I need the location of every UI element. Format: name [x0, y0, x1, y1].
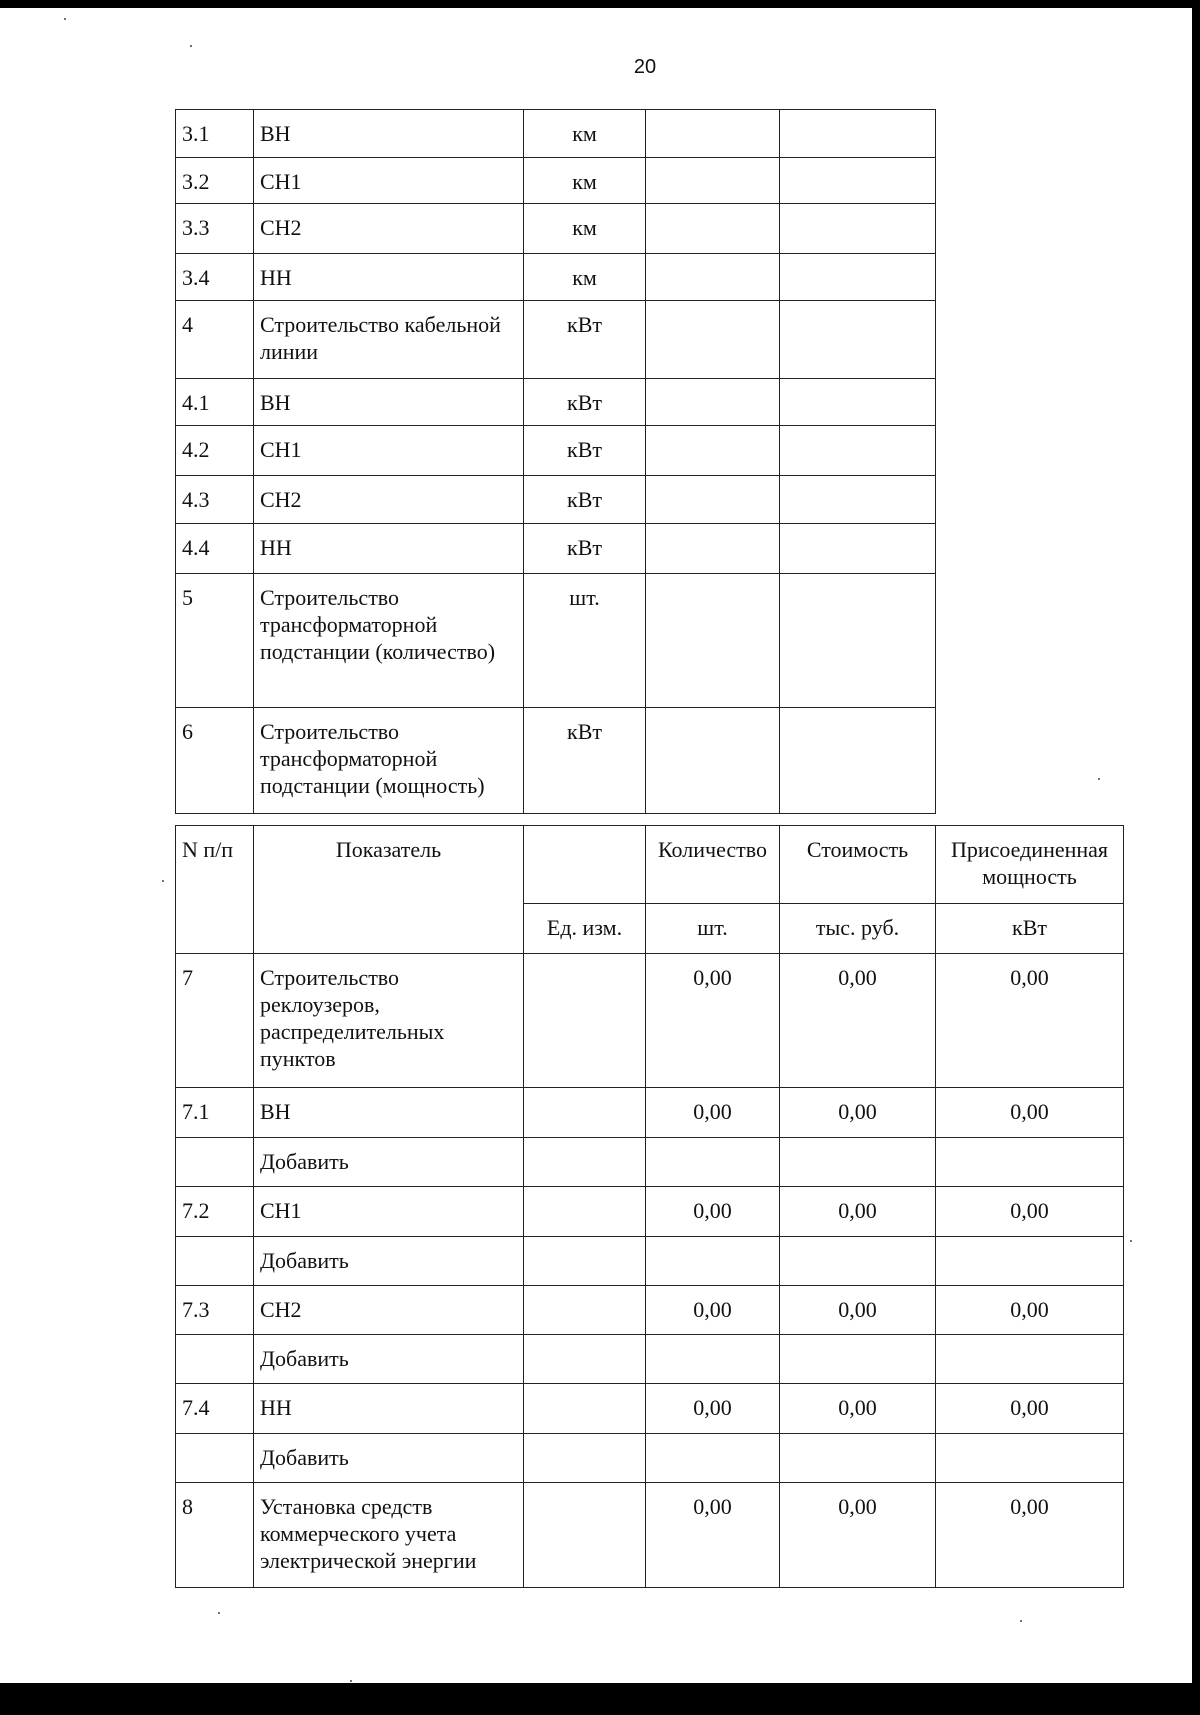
row-quantity: [646, 1335, 780, 1384]
header-power-unit: кВт: [936, 904, 1124, 954]
row-name: ВН: [254, 1088, 524, 1138]
row-quantity: [646, 1434, 780, 1483]
table-row: [176, 1187, 1124, 1237]
row-number: 7.3: [176, 1286, 254, 1335]
row-number: 4.4: [176, 524, 254, 574]
page-number: 20: [633, 56, 657, 78]
table-row: [176, 476, 936, 524]
header-quantity: Количество: [646, 826, 780, 904]
row-unit: км: [524, 110, 646, 158]
row-name: Добавить: [254, 1138, 524, 1187]
header-indicator: Показатель: [254, 826, 524, 954]
table-row: [176, 1335, 1124, 1384]
table-row: [176, 254, 936, 301]
row-number: 7: [176, 954, 254, 1088]
row-quantity: 0,00: [646, 1286, 780, 1335]
row-quantity: 0,00: [646, 1384, 780, 1434]
row-name: СН1: [254, 426, 524, 476]
row-power: [936, 1335, 1124, 1384]
row-unit: [524, 1434, 646, 1483]
row-power: 0,00: [936, 954, 1124, 1088]
row-name: Добавить: [254, 1237, 524, 1286]
row-unit: кВт: [524, 524, 646, 574]
row-power: [936, 1434, 1124, 1483]
row-quantity: 0,00: [646, 954, 780, 1088]
row-name: ВН: [254, 110, 524, 158]
row-number: 4.3: [176, 476, 254, 524]
row-cost: 0,00: [780, 1286, 936, 1335]
row-unit: [524, 1088, 646, 1138]
row-cost-empty: [780, 708, 936, 814]
table-row: [176, 1138, 1124, 1187]
row-name: СН1: [254, 1187, 524, 1237]
row-cost-empty: [780, 301, 936, 379]
scan-speck: [190, 45, 192, 47]
row-quantity: 0,00: [646, 1483, 780, 1588]
row-number: 8: [176, 1483, 254, 1588]
row-quantity: [646, 1237, 780, 1286]
row-quantity-empty: [646, 110, 780, 158]
header-quantity-unit: шт.: [646, 904, 780, 954]
header-unit-label: Ед. изм.: [524, 904, 646, 954]
row-name: СН2: [254, 476, 524, 524]
row-cost: 0,00: [780, 954, 936, 1088]
row-number: 4: [176, 301, 254, 379]
scan-speck: [162, 880, 164, 882]
row-quantity: 0,00: [646, 1187, 780, 1237]
row-unit: [524, 1286, 646, 1335]
table-top: [175, 109, 936, 814]
scan-speck: [350, 1680, 352, 1682]
header-row: [176, 826, 1124, 904]
table-row: [176, 1237, 1124, 1286]
row-number: 3.2: [176, 158, 254, 204]
table-row: [176, 1483, 1124, 1588]
row-number: [176, 1237, 254, 1286]
row-unit: кВт: [524, 476, 646, 524]
row-name: НН: [254, 1384, 524, 1434]
row-cost-empty: [780, 426, 936, 476]
row-number: 7.1: [176, 1088, 254, 1138]
row-power: 0,00: [936, 1483, 1124, 1588]
row-unit: [524, 954, 646, 1088]
row-number: 7.2: [176, 1187, 254, 1237]
row-name: Установка средств коммерческого учета электрической энергии: [254, 1483, 524, 1588]
row-quantity-empty: [646, 426, 780, 476]
row-quantity-empty: [646, 524, 780, 574]
row-unit: [524, 1384, 646, 1434]
row-name: ВН: [254, 379, 524, 426]
table-row: [176, 524, 936, 574]
row-number: 5: [176, 574, 254, 708]
row-cost-empty: [780, 476, 936, 524]
row-cost: 0,00: [780, 1187, 936, 1237]
row-number: [176, 1138, 254, 1187]
row-quantity-empty: [646, 708, 780, 814]
row-cost: [780, 1434, 936, 1483]
row-cost: 0,00: [780, 1384, 936, 1434]
row-name: СН2: [254, 1286, 524, 1335]
header-num: N п/п: [176, 826, 254, 954]
row-cost-empty: [780, 110, 936, 158]
row-number: [176, 1434, 254, 1483]
scan-border-top: [0, 0, 1200, 8]
row-number: 7.4: [176, 1384, 254, 1434]
row-number: 3.4: [176, 254, 254, 301]
table-row: [176, 1088, 1124, 1138]
table-row: [176, 426, 936, 476]
table-row: [176, 954, 1124, 1088]
table-row: [176, 574, 936, 708]
row-unit: кВт: [524, 708, 646, 814]
row-number: [176, 1335, 254, 1384]
row-unit: км: [524, 204, 646, 254]
row-unit: км: [524, 254, 646, 301]
table-row: [176, 1286, 1124, 1335]
row-cost: 0,00: [780, 1483, 936, 1588]
row-quantity-empty: [646, 301, 780, 379]
row-unit: кВт: [524, 379, 646, 426]
row-cost: [780, 1138, 936, 1187]
scan-speck: [64, 18, 66, 20]
row-unit: [524, 1138, 646, 1187]
row-name: Строительство реклоузеров, распределительных пунктов: [254, 954, 524, 1088]
scan-speck: [1098, 778, 1100, 780]
row-name: СН1: [254, 158, 524, 204]
row-cost: [780, 1335, 936, 1384]
row-power: 0,00: [936, 1187, 1124, 1237]
table-row: [176, 158, 936, 204]
row-name: Добавить: [254, 1335, 524, 1384]
row-cost-empty: [780, 204, 936, 254]
row-power: 0,00: [936, 1286, 1124, 1335]
row-number: 4.1: [176, 379, 254, 426]
row-cost-empty: [780, 158, 936, 204]
row-unit: км: [524, 158, 646, 204]
row-name: Строительство кабельной линии: [254, 301, 524, 379]
header-unit-empty: [524, 826, 646, 904]
row-power: [936, 1237, 1124, 1286]
row-number: 4.2: [176, 426, 254, 476]
row-number: 3.3: [176, 204, 254, 254]
row-quantity-empty: [646, 158, 780, 204]
row-unit: [524, 1483, 646, 1588]
row-unit: [524, 1335, 646, 1384]
row-power: 0,00: [936, 1088, 1124, 1138]
row-quantity-empty: [646, 204, 780, 254]
scan-speck: [218, 1612, 220, 1614]
row-unit: [524, 1237, 646, 1286]
row-name: Строительство трансформаторной подстанции (мощность): [254, 708, 524, 814]
row-cost: [780, 1237, 936, 1286]
row-name: НН: [254, 524, 524, 574]
table-row: [176, 301, 936, 379]
scan-border-right: [1192, 0, 1200, 1715]
row-cost-empty: [780, 524, 936, 574]
row-quantity-empty: [646, 379, 780, 426]
row-unit: [524, 1187, 646, 1237]
row-power: 0,00: [936, 1384, 1124, 1434]
row-name: СН2: [254, 204, 524, 254]
row-quantity-empty: [646, 574, 780, 708]
table-row: [176, 1434, 1124, 1483]
table-row: [176, 110, 936, 158]
scan-speck: [1020, 1620, 1022, 1622]
table-bottom: [175, 825, 1124, 1588]
row-quantity: 0,00: [646, 1088, 780, 1138]
row-quantity-empty: [646, 254, 780, 301]
row-cost: 0,00: [780, 1088, 936, 1138]
row-unit: кВт: [524, 301, 646, 379]
table-row: [176, 1384, 1124, 1434]
row-unit: шт.: [524, 574, 646, 708]
row-quantity: [646, 1138, 780, 1187]
row-number: 6: [176, 708, 254, 814]
row-quantity-empty: [646, 476, 780, 524]
row-number: 3.1: [176, 110, 254, 158]
table-row: [176, 708, 936, 814]
row-cost-empty: [780, 254, 936, 301]
scan-border-bottom: [0, 1683, 1200, 1715]
row-name: Строительство трансформаторной подстанции (количество): [254, 574, 524, 708]
table-row: [176, 379, 936, 426]
row-cost-empty: [780, 574, 936, 708]
header-power: Присоединенная мощность: [936, 826, 1124, 904]
row-cost-empty: [780, 379, 936, 426]
scan-speck: [1130, 1240, 1132, 1242]
row-power: [936, 1138, 1124, 1187]
row-unit: кВт: [524, 426, 646, 476]
header-cost-unit: тыс. руб.: [780, 904, 936, 954]
row-name: НН: [254, 254, 524, 301]
table-row: [176, 204, 936, 254]
row-name: Добавить: [254, 1434, 524, 1483]
header-cost: Стоимость: [780, 826, 936, 904]
